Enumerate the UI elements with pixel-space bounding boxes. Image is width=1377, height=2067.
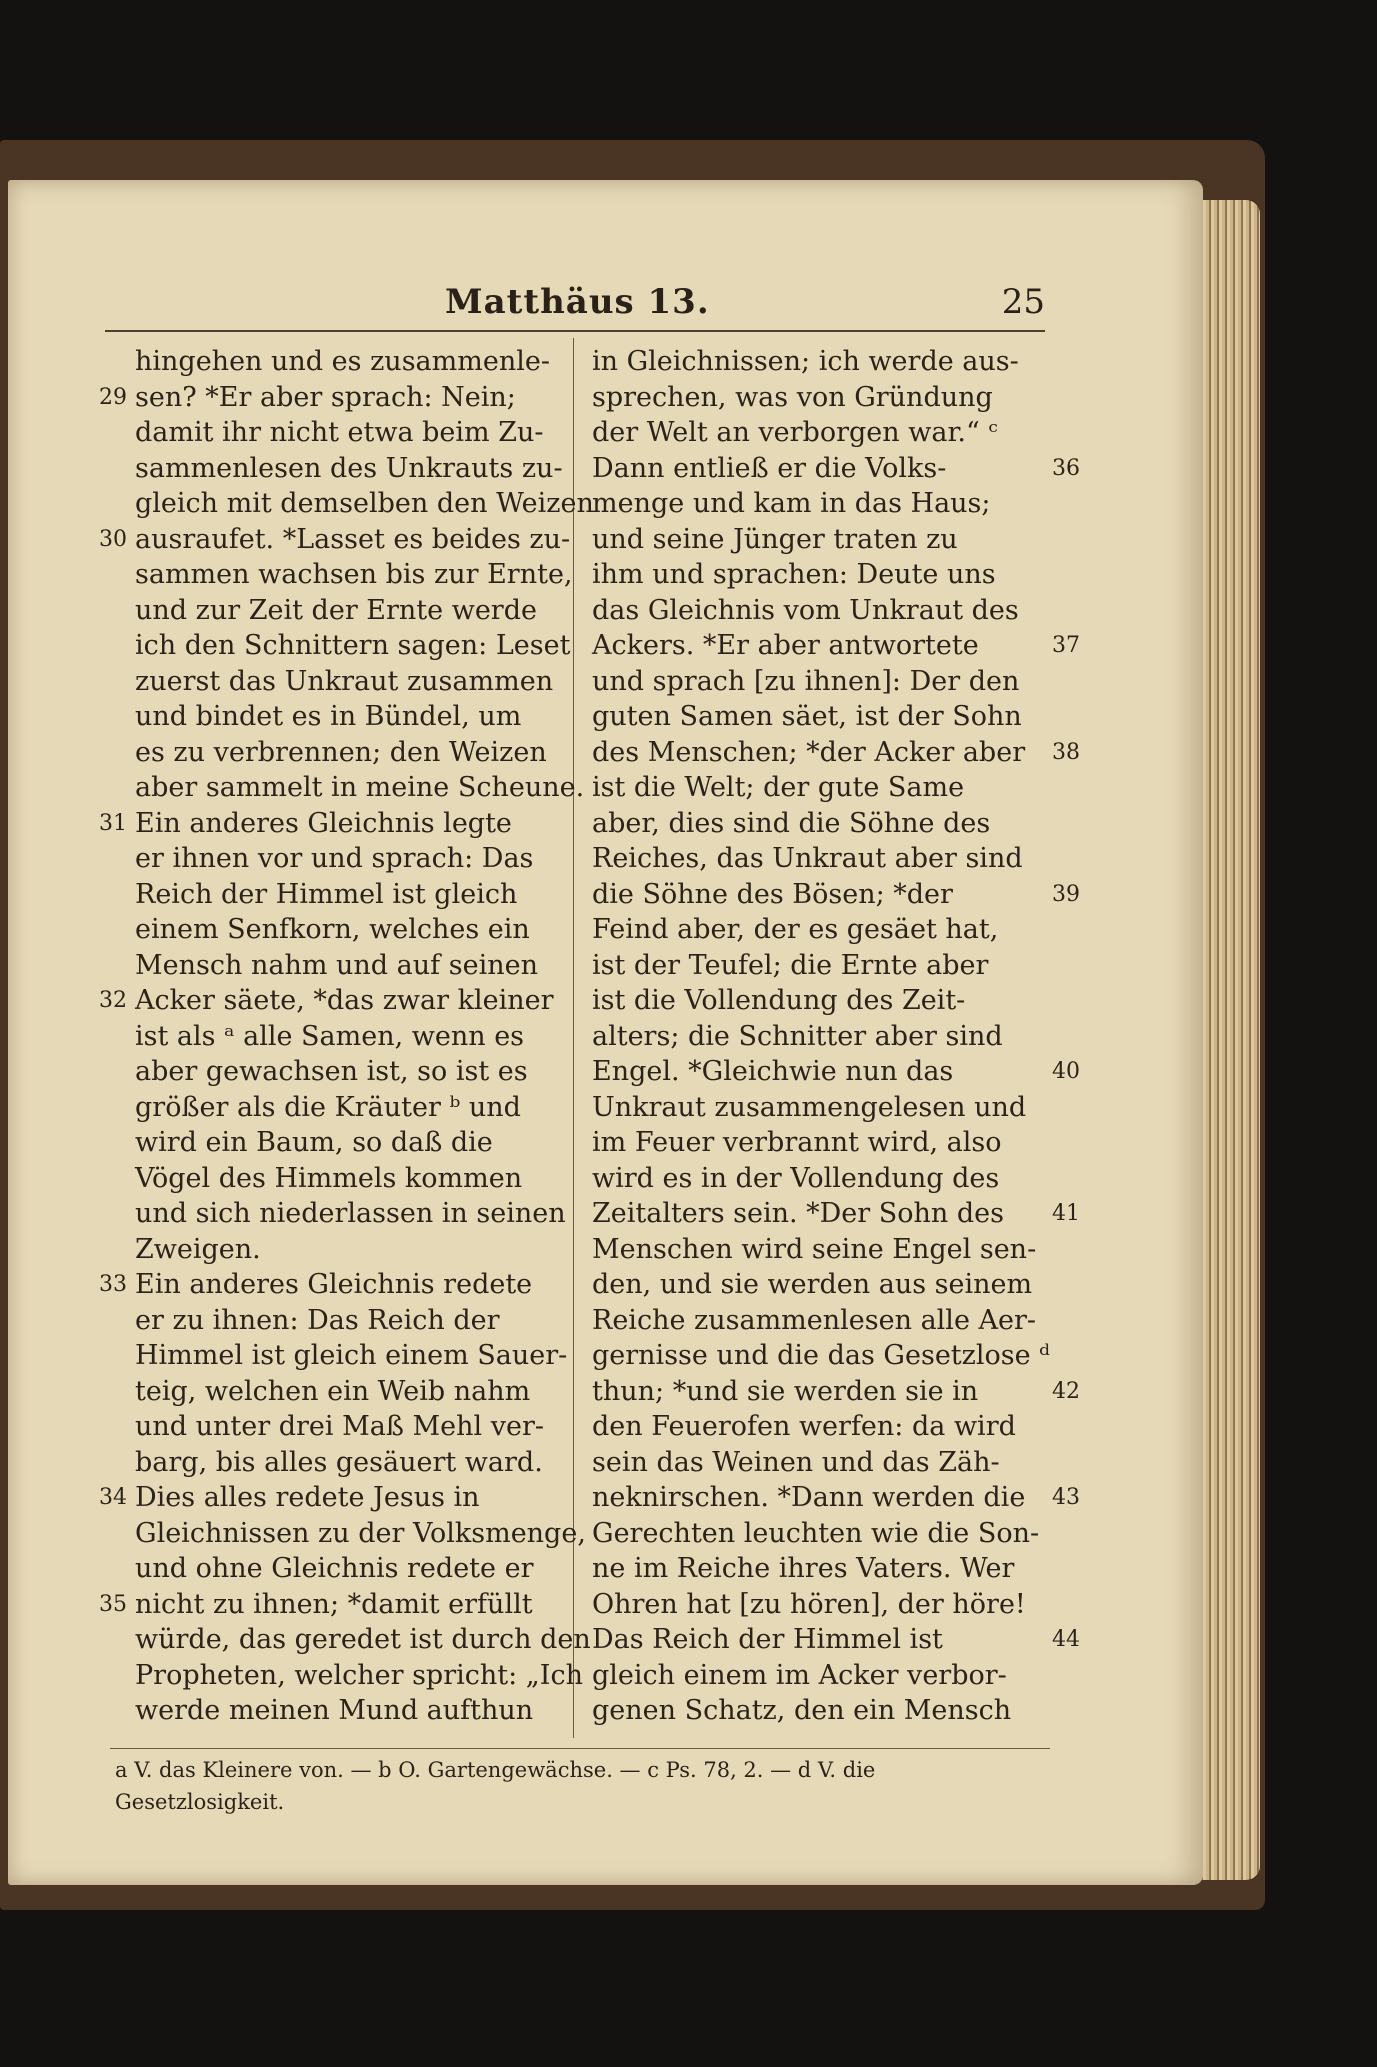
text-line xyxy=(592,1516,1040,1552)
line-text: ich den Schnittern sagen: Leset xyxy=(135,630,571,661)
line-text: ihm und sprachen: Deute uns xyxy=(592,559,996,590)
line-text: sein das Weinen und das Zäh- xyxy=(592,1446,1000,1478)
text-line xyxy=(592,593,1030,629)
line-text: den, und sie werden aus seinem xyxy=(592,1269,1033,1300)
line-text: ist der Teufel; die Ernte aber xyxy=(592,949,989,981)
text-line xyxy=(135,1125,565,1161)
line-text: barg, bis alles gesäuert ward. xyxy=(135,1446,543,1478)
text-line xyxy=(592,1338,1050,1374)
line-text: den Feuerofen werfen: da wird xyxy=(592,1411,1016,1442)
verse-number: 34 xyxy=(99,1485,127,1510)
text-line xyxy=(592,1409,1030,1445)
text-line xyxy=(135,628,571,664)
line-text: Reiches, das Unkraut aber sind xyxy=(592,843,1023,874)
line-text: die Söhne des Bösen; *der xyxy=(592,878,953,910)
text-line xyxy=(592,628,1080,664)
line-text: ist die Vollendung des Zeit- xyxy=(592,985,966,1016)
text-line xyxy=(135,1196,565,1232)
line-text: gernisse und die das Gesetzlose ᵈ xyxy=(592,1340,1050,1371)
text-line xyxy=(592,451,1080,487)
text-line xyxy=(135,557,573,593)
text-line xyxy=(135,1374,565,1410)
line-text: alters; die Schnitter aber sind xyxy=(592,1020,1003,1052)
line-text: Das Reich der Himmel ist xyxy=(592,1624,943,1655)
text-line xyxy=(592,912,1030,948)
line-text: Menschen wird seine Engel sen- xyxy=(592,1233,1037,1265)
text-line xyxy=(135,1551,565,1587)
line-text: Zweigen. xyxy=(135,1233,261,1265)
line-text: neknirschen. *Dann werden die xyxy=(592,1482,1026,1513)
text-line xyxy=(135,1516,586,1552)
text-line xyxy=(135,593,565,629)
line-text: das Gleichnis vom Unkraut des xyxy=(592,594,1019,626)
line-text: nicht zu ihnen; *damit erfüllt xyxy=(135,1588,533,1620)
line-text: sprechen, was von Gründung xyxy=(592,381,993,413)
text-line xyxy=(135,1445,565,1481)
verse-number: 38 xyxy=(1052,739,1080,765)
verse-number: 33 xyxy=(99,1272,127,1297)
line-text: Unkraut zusammengelesen und xyxy=(592,1091,1027,1123)
text-line xyxy=(592,1303,1037,1339)
text-line xyxy=(99,522,571,558)
line-text: ne im Reiche ihres Vaters. Wer xyxy=(592,1553,1015,1584)
verse-number: 29 xyxy=(99,384,127,410)
line-text: in Gleichnissen; ich werde aus- xyxy=(592,346,1019,377)
verse-number: 30 xyxy=(99,526,127,552)
line-text: aber gewachsen ist, so ist es xyxy=(135,1056,528,1087)
text-line xyxy=(592,1551,1030,1587)
line-text: menge und kam in das Haus; xyxy=(592,488,991,519)
text-line xyxy=(135,1303,565,1339)
text-line xyxy=(592,557,1030,593)
text-line xyxy=(135,735,565,771)
line-text: und seine Jünger traten zu xyxy=(592,523,958,555)
footnote-rule xyxy=(110,1748,1050,1749)
text-line xyxy=(592,1658,1030,1694)
line-text: damit ihr nicht etwa beim Zu- xyxy=(135,417,544,448)
footnote-line: Gesetzlosigkeit. xyxy=(115,1790,285,1814)
line-text: zuerst das Unkraut zusammen xyxy=(135,665,554,697)
text-line xyxy=(135,1693,565,1729)
line-text: Gerechten leuchten wie die Son- xyxy=(592,1517,1040,1549)
text-line xyxy=(592,664,1030,700)
verse-number: 40 xyxy=(1052,1059,1080,1084)
header-rule xyxy=(105,330,1045,332)
line-text: Himmel ist gleich einem Sauer- xyxy=(135,1340,568,1371)
line-text: und unter drei Maß Mehl ver- xyxy=(135,1411,544,1442)
line-text: Propheten, welcher spricht: „Ich xyxy=(135,1659,583,1691)
text-line xyxy=(592,1267,1033,1303)
line-text: und bindet es in Bündel, um xyxy=(135,701,522,732)
line-text: sen? *Er aber sprach: Nein; xyxy=(135,381,516,413)
line-text: Ein anderes Gleichnis legte xyxy=(135,807,512,839)
line-text: sammenlesen des Unkrauts zu- xyxy=(135,452,563,484)
text-line xyxy=(592,1622,1080,1658)
text-line xyxy=(135,1054,565,1090)
text-line xyxy=(592,1125,1030,1161)
line-text: größer als die Kräuter ᵇ und xyxy=(135,1091,521,1123)
line-text: aber, dies sind die Söhne des xyxy=(592,807,991,839)
running-head: Matthäus 13. xyxy=(445,282,710,322)
line-text: Dann entließ er die Volks- xyxy=(592,452,947,484)
text-line xyxy=(99,380,565,416)
text-line xyxy=(135,877,565,913)
line-text: Ein anderes Gleichnis redete xyxy=(135,1269,533,1300)
text-line xyxy=(592,1090,1030,1126)
text-line xyxy=(592,1374,1080,1410)
line-text: ist als ᵃ alle Samen, wenn es xyxy=(135,1020,525,1052)
text-line xyxy=(135,841,565,877)
text-line xyxy=(592,1161,1030,1197)
text-line xyxy=(592,806,1030,842)
line-text: wird ein Baum, so daß die xyxy=(135,1127,493,1158)
line-text: thun; *und sie werden sie in xyxy=(592,1375,979,1407)
text-line xyxy=(135,451,565,487)
verse-number: 39 xyxy=(1052,881,1080,907)
text-line xyxy=(99,983,565,1019)
line-text: wird es in der Vollendung des xyxy=(592,1162,1000,1194)
text-line xyxy=(592,1693,1030,1729)
text-line xyxy=(592,1587,1030,1623)
text-line xyxy=(135,1019,565,1055)
line-text: Reich der Himmel ist gleich xyxy=(135,878,518,910)
line-text: und sich niederlassen in seinen xyxy=(135,1198,566,1229)
text-line xyxy=(592,735,1080,771)
text-line xyxy=(135,1658,583,1694)
line-text: ist die Welt; der gute Same xyxy=(592,772,965,803)
line-text: genen Schatz, den ein Mensch xyxy=(592,1695,1012,1726)
line-text: guten Samen säet, ist der Sohn xyxy=(592,701,1022,732)
line-text: Acker säete, *das zwar kleiner xyxy=(135,985,554,1016)
text-line xyxy=(135,415,565,451)
text-line xyxy=(135,1090,565,1126)
line-text: Mensch nahm und auf seinen xyxy=(135,949,538,981)
text-line xyxy=(135,948,565,984)
text-line xyxy=(99,1480,565,1516)
text-line xyxy=(592,841,1030,877)
text-line xyxy=(135,699,565,735)
line-text: sammen wachsen bis zur Ernte, xyxy=(135,559,573,590)
text-line xyxy=(592,1019,1030,1055)
line-text: im Feuer verbrannt wird, also xyxy=(592,1127,1002,1158)
line-text: Zeitalters sein. *Der Sohn des xyxy=(592,1198,1005,1229)
text-line xyxy=(592,948,1030,984)
line-text: Reiche zusammenlesen alle Aer- xyxy=(592,1304,1037,1336)
text-line xyxy=(592,1480,1080,1516)
line-text: und sprach [zu ihnen]: Der den xyxy=(592,665,1020,697)
text-line xyxy=(592,877,1080,913)
text-line xyxy=(592,1054,1080,1090)
text-line xyxy=(592,1445,1030,1481)
line-text: gleich mit demselben den Weizen xyxy=(135,488,594,519)
line-text: es zu verbrennen; den Weizen xyxy=(135,736,547,768)
verse-number: 37 xyxy=(1052,633,1080,658)
text-line xyxy=(592,770,1030,806)
text-line xyxy=(99,1587,565,1623)
text-line xyxy=(135,1409,565,1445)
verse-number: 35 xyxy=(99,1591,127,1617)
text-line xyxy=(592,344,1030,380)
verse-number: 32 xyxy=(99,988,127,1013)
line-text: des Menschen; *der Acker aber xyxy=(592,736,1026,768)
text-line xyxy=(99,1267,565,1303)
line-text: er zu ihnen: Das Reich der xyxy=(135,1304,500,1336)
line-text: Gleichnissen zu der Volksmenge, xyxy=(135,1517,586,1549)
text-line xyxy=(135,1338,568,1374)
line-text: der Welt an verborgen war.“ ᶜ xyxy=(592,417,998,448)
text-line xyxy=(592,699,1030,735)
left-column xyxy=(99,344,594,1729)
verse-number: 31 xyxy=(99,810,127,836)
line-text: hingehen und es zusammenle- xyxy=(135,346,550,377)
line-text: würde, das geredet ist durch den xyxy=(135,1624,591,1655)
text-line xyxy=(135,1161,565,1197)
line-text: und zur Zeit der Ernte werde xyxy=(135,594,537,626)
line-text: und ohne Gleichnis redete er xyxy=(135,1553,534,1584)
line-text: Ackers. *Er aber antwortete xyxy=(592,630,979,661)
line-text: werde meinen Mund aufthun xyxy=(135,1695,534,1726)
text-line xyxy=(592,1232,1037,1268)
line-text: teig, welchen ein Weib nahm xyxy=(135,1375,531,1407)
verse-number: 44 xyxy=(1052,1627,1080,1652)
text-line xyxy=(135,1622,591,1658)
text-line xyxy=(592,415,1030,451)
text-line xyxy=(135,664,565,700)
verse-number: 43 xyxy=(1052,1485,1080,1510)
line-text: Feind aber, der es gesäet hat, xyxy=(592,914,999,945)
line-text: ausraufet. *Lasset es beides zu- xyxy=(135,523,571,555)
verse-number: 42 xyxy=(1052,1378,1080,1404)
line-text: Ohren hat [zu hören], der höre! xyxy=(592,1588,1026,1620)
text-line xyxy=(135,486,594,522)
page-header xyxy=(105,282,1045,328)
line-text: Vögel des Himmels kommen xyxy=(135,1162,523,1194)
verse-number: 36 xyxy=(1052,455,1080,481)
line-text: Dies alles redete Jesus in xyxy=(135,1482,480,1513)
text-line xyxy=(592,380,1030,416)
verse-number: 41 xyxy=(1052,1201,1080,1226)
text-line xyxy=(135,912,565,948)
text-line xyxy=(135,770,585,806)
line-text: einem Senfkorn, welches ein xyxy=(135,914,530,945)
footnote-line: a V. das Kleinere von. — b O. Gartengewächse. — c Ps. 78, 2. — d V. die xyxy=(115,1758,876,1782)
text-line xyxy=(135,1232,565,1268)
text-line xyxy=(592,1196,1080,1232)
text-line xyxy=(592,983,1030,1019)
text-line xyxy=(592,522,1030,558)
right-column xyxy=(592,344,1080,1729)
text-line xyxy=(592,486,1030,522)
text-line xyxy=(135,344,565,380)
line-text: gleich einem im Acker verbor- xyxy=(592,1659,1007,1691)
line-text: aber sammelt in meine Scheune. xyxy=(135,772,585,803)
line-text: Engel. *Gleichwie nun das xyxy=(592,1056,954,1087)
page-number: 25 xyxy=(1001,282,1045,322)
text-line xyxy=(99,806,565,842)
line-text: er ihnen vor und sprach: Das xyxy=(135,843,534,874)
